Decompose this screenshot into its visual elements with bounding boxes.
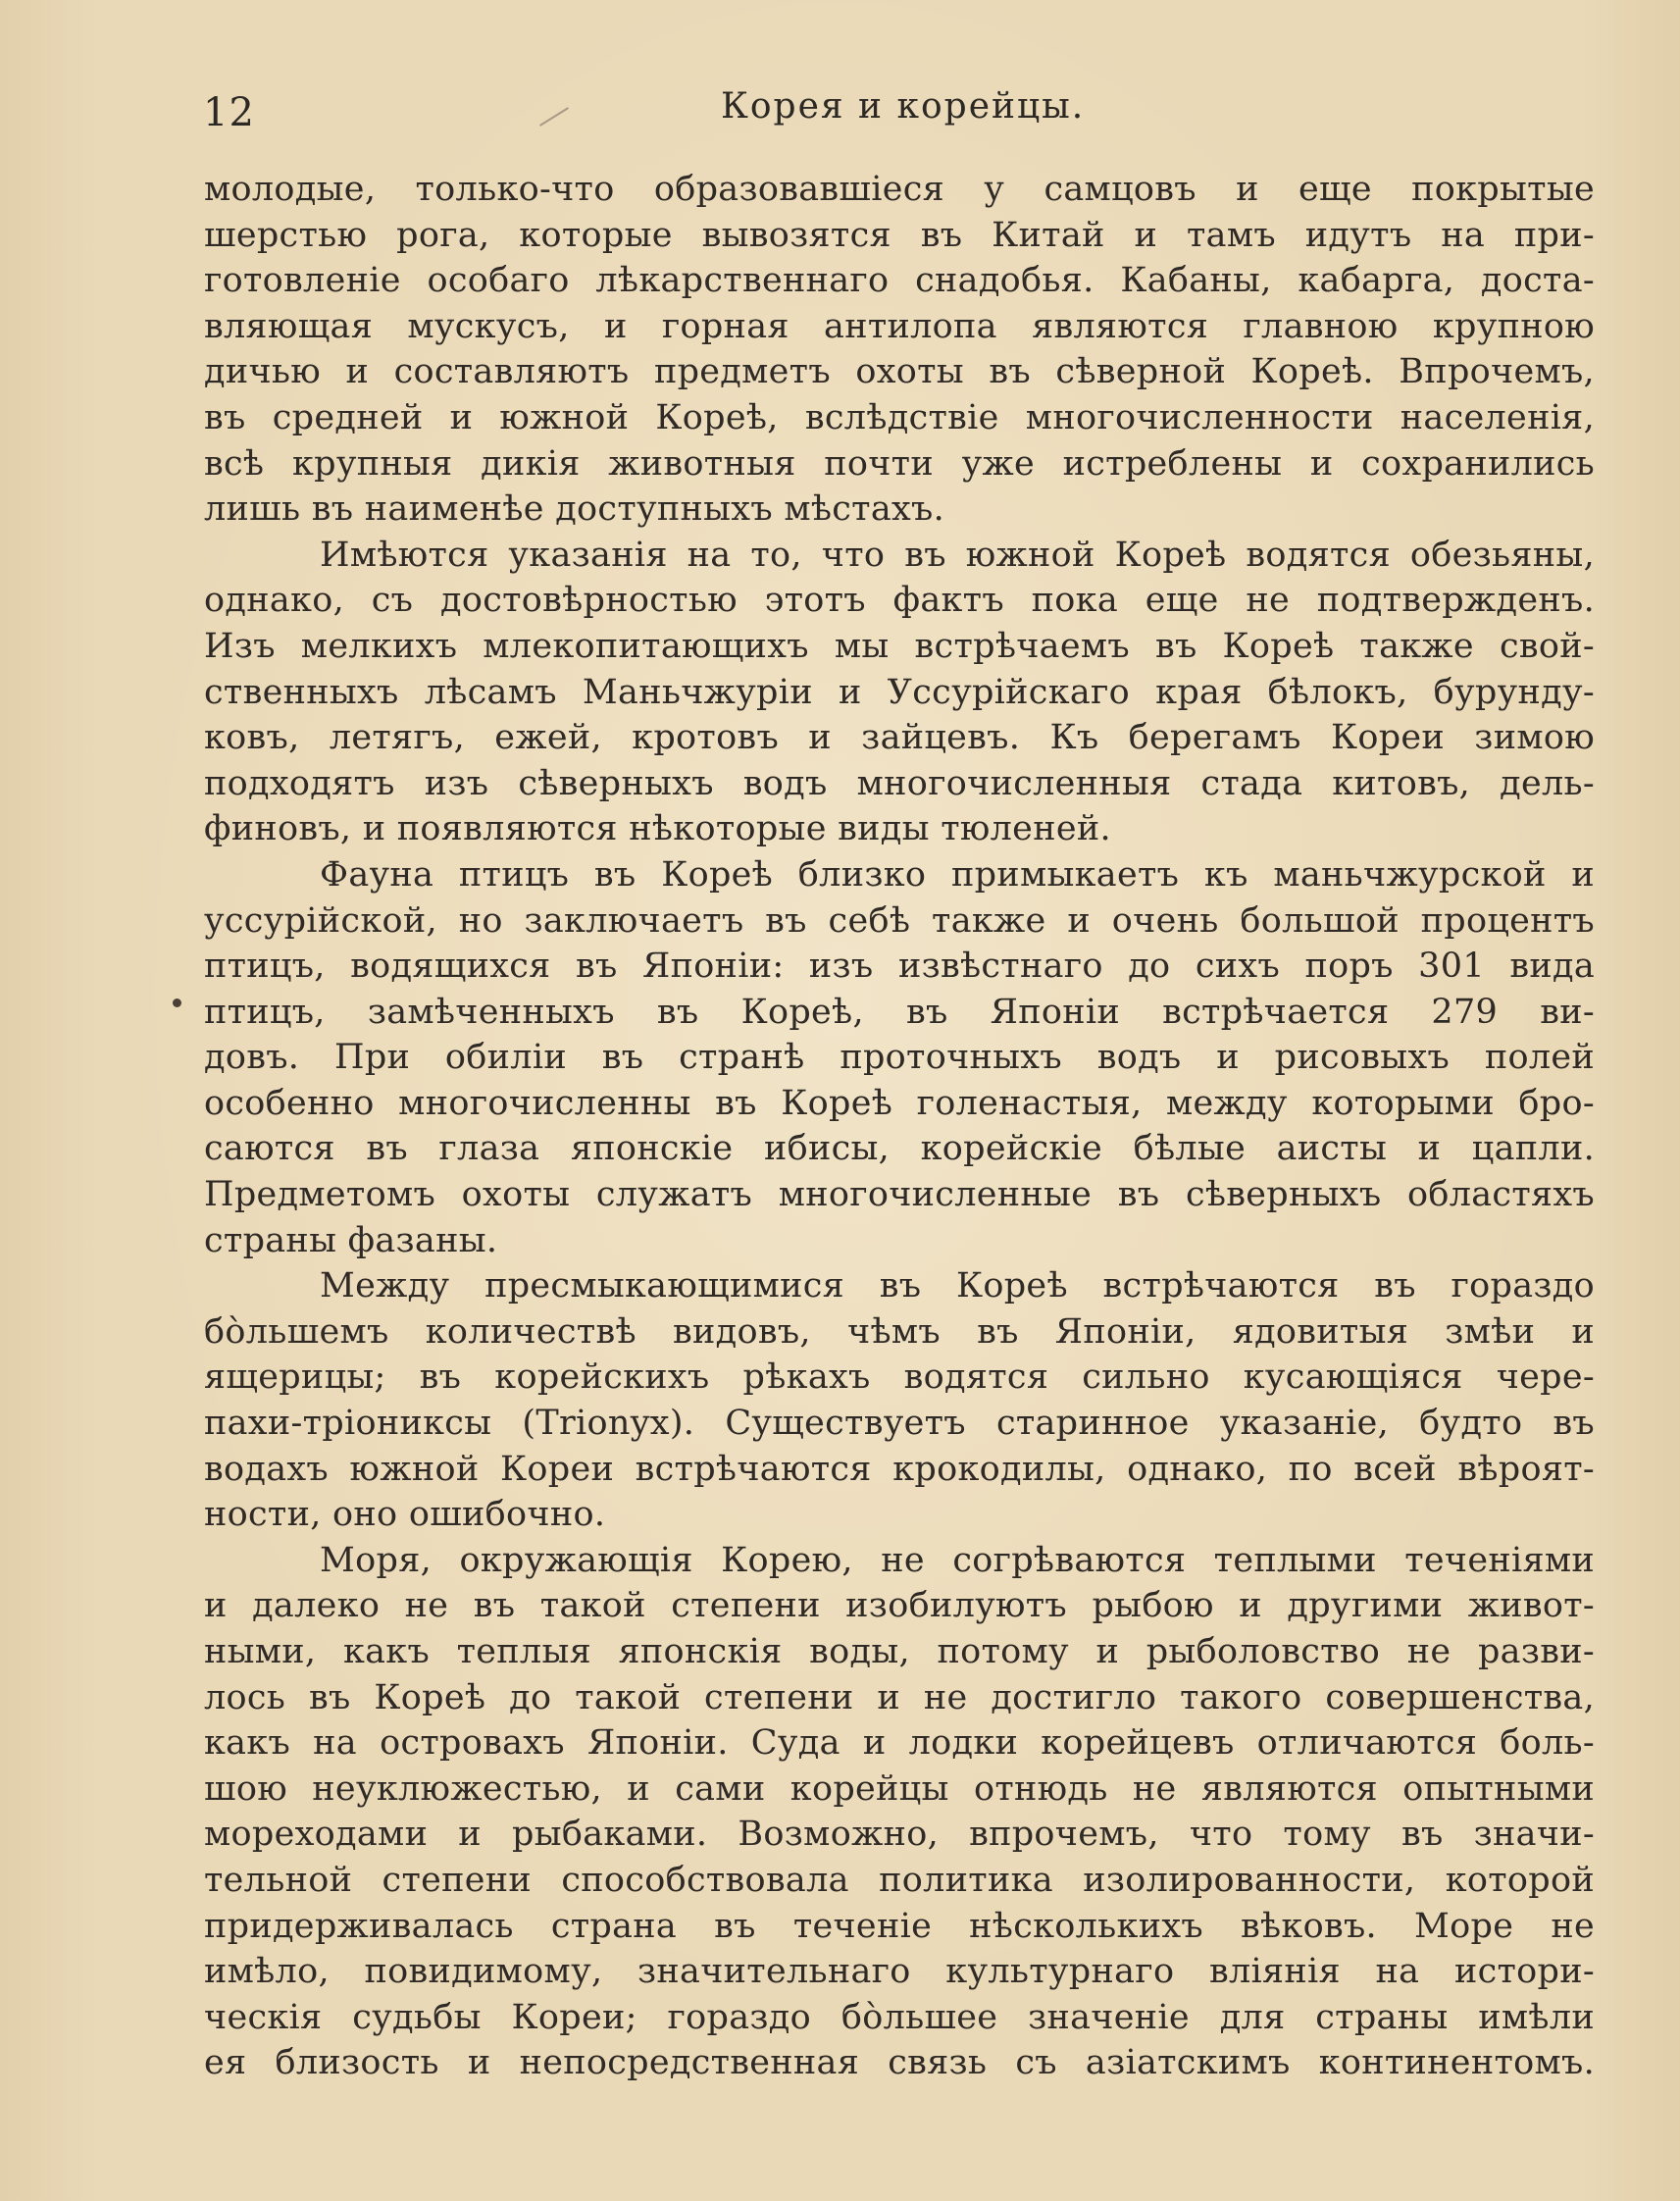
text-line: лишь въ наименѣе доступныхъ мѣстахъ.: [204, 489, 945, 530]
text-line: птицъ, замѣченныхъ въ Кореѣ, въ Японіи встрѣчается 279 ви-: [204, 992, 1595, 1032]
text-line: Фауна птицъ въ Кореѣ близко примыкаетъ къ маньчжурской и: [320, 854, 1595, 895]
text-line: и далеко не въ такой степени изобилуютъ рыбою и другими живот-: [204, 1586, 1595, 1626]
text-line: Имѣются указанія на то, что въ южной Кореѣ водятся обезьяны,: [320, 535, 1595, 575]
text-line: водахъ южной Кореи встрѣчаются крокодилы, однако, по всей вѣроят-: [204, 1449, 1595, 1489]
text-line: Между пресмыкающимися въ Кореѣ встрѣчаются въ гораздо: [320, 1266, 1595, 1306]
pencil-mark: [539, 107, 569, 127]
text-line: вляющая мускусъ, и горная антилопа являются главною крупною: [204, 306, 1595, 346]
text-line: мореходами и рыбаками. Возможно, впрочемъ, что тому въ значи-: [204, 1815, 1595, 1855]
text-line: особенно многочисленны въ Кореѣ голенастыя, между которыми бро-: [204, 1083, 1595, 1123]
text-line: финовъ, и появляются нѣкоторые виды тюленей.: [204, 809, 1111, 849]
text-line: птицъ, водящихся въ Японіи: изъ извѣстнаго до сихъ поръ 301 вида: [204, 947, 1595, 987]
text-line: лось въ Кореѣ до такой степени и не достигло такого совершенства,: [204, 1677, 1595, 1717]
text-line: придерживалась страна въ теченіе нѣсколькихъ вѣковъ. Море не: [204, 1906, 1595, 1946]
text-line: имѣло, повидимому, значительнаго культурнаго вліянія на истори-: [204, 1952, 1595, 1992]
text-line: довъ. При обиліи въ странѣ проточныхъ водъ и рисовыхъ полей: [204, 1038, 1595, 1078]
text-line: страны фазаны.: [204, 1220, 498, 1260]
text-line: шою неуклюжестью, и сами корейцы отнюдь не являются опытными: [204, 1768, 1595, 1809]
text-line: ческія судьбы Кореи; гораздо бо̀льшее значеніе для страны имѣли: [204, 1997, 1595, 2037]
text-line: ковъ, летягъ, ежей, кротовъ и зайцевъ. Къ берегамъ Кореи зимою: [204, 718, 1595, 758]
text-line: пахи-тріониксы (Trionyx). Существуетъ старинное указаніе, будто въ: [204, 1404, 1595, 1444]
text-line: готовленіе особаго лѣкарственнаго снадобья. Кабаны, кабарга, доста-: [204, 261, 1595, 301]
text-line: шерстью рога, которые вывозятся въ Китай и тамъ идутъ на при-: [204, 215, 1595, 255]
text-line: тельной степени способствовала политика изолированности, которой: [204, 1860, 1595, 1900]
margin-dot-mark: [173, 998, 181, 1007]
text-line: ными, какъ теплыя японскія воды, потому и рыболовство не разви-: [204, 1632, 1595, 1671]
text-line: въ средней и южной Кореѣ, вслѣдствіе многочисленности населенія,: [204, 397, 1595, 437]
text-line: Предметомъ охоты служатъ многочисленные въ сѣверныхъ областяхъ: [204, 1175, 1595, 1215]
page-number: 12: [203, 90, 255, 135]
text-line: ящерицы; въ корейскихъ рѣкахъ водятся сильно кусающіяся чере-: [204, 1357, 1595, 1398]
text-line: дичью и составляютъ предметъ охоты въ сѣверной Кореѣ. Впрочемъ,: [204, 352, 1595, 392]
body-text: [204, 167, 1595, 2086]
text-line: однако, съ достовѣрностью этотъ фактъ пока еще не подтвержденъ.: [204, 581, 1595, 621]
text-line: молодые, только-что образовавшіеся у самцовъ и еще покрытые: [204, 170, 1595, 209]
text-line: саются въ глаза японскіе ибисы, корейскіе бѣлые аисты и цапли.: [204, 1129, 1595, 1169]
text-line: подходятъ изъ сѣверныхъ водъ многочисленныя стада китовъ, дель-: [204, 763, 1595, 803]
text-line: бо̀льшемъ количествѣ видовъ, чѣмъ въ Японіи, ядовитыя змѣи и: [204, 1311, 1595, 1352]
text-line: ея близость и непосредственная связь съ азіатскимъ континентомъ.: [204, 2043, 1595, 2083]
text-line: ности, оно ошибочно.: [204, 1495, 606, 1535]
text-line: Моря, окружающія Корею, не согрѣваются теплыми теченіями: [320, 1540, 1595, 1580]
text-line: Изъ мелкихъ млекопитающихъ мы встрѣчаемъ въ Кореѣ также свой-: [204, 626, 1595, 666]
text-line: уссурійской, но заключаетъ въ себѣ также и очень большой процентъ: [204, 900, 1595, 941]
text-line: ственныхъ лѣсамъ Маньчжуріи и Уссурійскаго края бѣлокъ, бурунду-: [204, 672, 1595, 712]
text-line: какъ на островахъ Японіи. Суда и лодки корейцевъ отличаются боль-: [204, 1723, 1595, 1764]
text-line: всѣ крупныя дикія животныя почти уже истреблены и сохранились: [204, 443, 1595, 484]
running-head: Корея и корейцы.: [721, 86, 1086, 127]
